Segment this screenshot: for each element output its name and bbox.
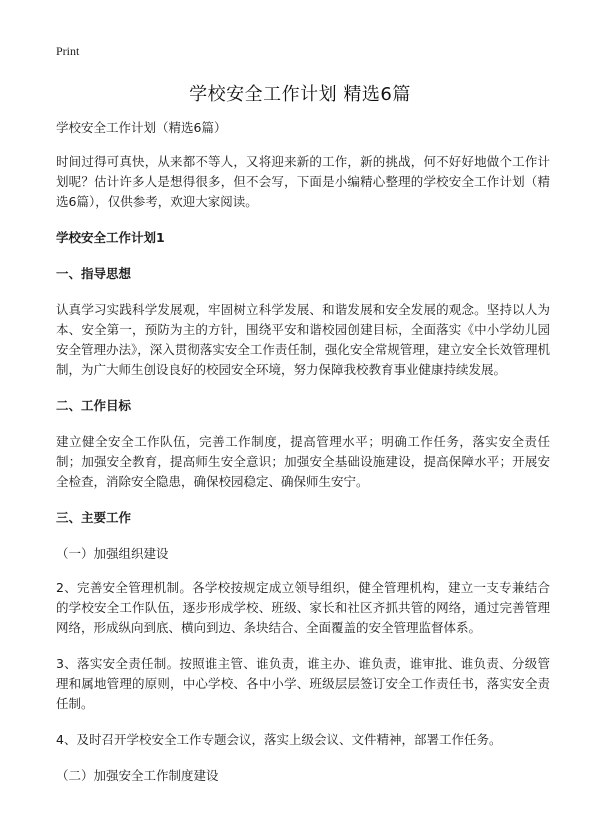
print-label: Print [56,44,80,58]
section2-heading: 二、工作目标 [56,398,132,413]
subsection1-label: （一）加强组织建设 [56,546,169,561]
item2-paragraph: 2、完善安全管理机制。各学校按规定成立领导组织，健全管理机构，建立一支专兼结合的学校安全工作队伍，逐步形成学校、班级、家长和社区齐抓共管的网络，通过完善管理网络，形成纵向到底、横向到边、条块结合、全面覆盖的安全管理监督体系。 [56,580,550,635]
document-subtitle: 学校安全工作计划（精选6篇） [56,120,227,135]
document-body [56,118,550,800]
section2-paragraph: 建立健全安全工作队伍，完善工作制度，提高管理水平；明确工作任务，落实安全责任制；加强安全教育，提高师生安全意识；加强安全基础设施建设，提高保障水平；开展安全检查，消除安全隐患，确保校园稳定、确保师生安宁。 [56,434,550,489]
section3-heading: 三、主要工作 [56,510,132,525]
intro-paragraph: 时间过得可真快，从来都不等人，又将迎来新的工作，新的挑战，何不好好地做个工作计划呢？估计许多人是想得很多，但不会写，下面是小编精心整理的学校安全工作计划（精选6篇），仅供参考，欢迎大家阅读。 [56,154,550,209]
document-title: 学校安全工作计划 精选6篇 [189,84,411,105]
section1-paragraph: 认真学习实践科学发展观，牢固树立科学发展、和谐发展和安全发展的观念。坚持以人为本、安全第一，预防为主的方针，围绕平安和谐校园创建目标，全面落实《中小学幼儿园安全管理办法》，深入贯彻落实安全工作责任制，强化安全常规管理，建立安全长效管理机制，为广大师生创设良好的校园安全环境，努力保障我校教育事业健康持续发展。 [56,302,550,377]
item3-paragraph: 3、落实安全责任制。按照谁主管、谁负责，谁主办、谁负责，谁审批、谁负责、分级管理和属地管理的原则，中心学校、各中小学、班级层层签订安全工作责任书，落实安全责任制。 [56,656,550,711]
subsection2-label: （二）加强安全工作制度建设 [56,768,219,783]
plan1-heading: 学校安全工作计划1 [56,230,165,245]
section1-heading: 一、指导思想 [56,266,132,281]
item4-paragraph: 4、及时召开学校安全工作专题会议，落实上级会议、文件精神，部署工作任务。 [56,732,502,747]
